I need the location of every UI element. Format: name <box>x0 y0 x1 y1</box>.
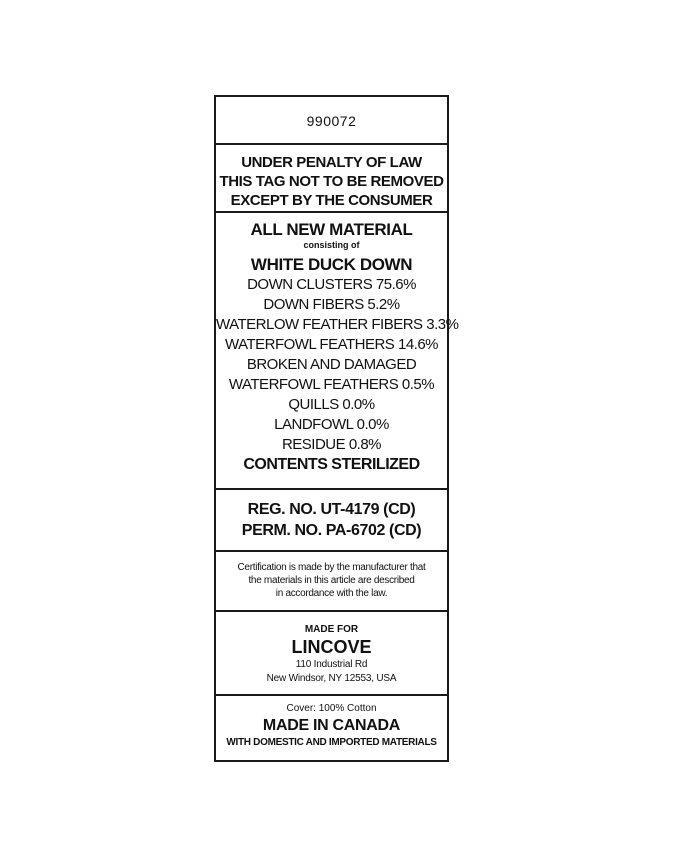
perm-number: PERM. NO. PA-6702 (CD) <box>241 522 422 539</box>
tag-number: 990072 <box>306 113 357 129</box>
brand-name: LINCOVE <box>291 637 372 657</box>
law-label-tag <box>214 95 459 762</box>
certification-section <box>216 552 447 612</box>
material-item: WATERLOW FEATHER FIBERS 3.3% <box>216 316 459 333</box>
tag-number-section <box>216 97 447 145</box>
certification-line-2: the materials in this article are described <box>248 575 415 586</box>
warning-line-2: THIS TAG NOT TO BE REMOVED <box>219 173 444 190</box>
material-item: LANDFOWL 0.0% <box>274 416 389 433</box>
fill-type: WHITE DUCK DOWN <box>250 255 413 274</box>
contents-sterilized: CONTENTS STERILIZED <box>243 456 420 473</box>
address-line-2: New Windsor, NY 12553, USA <box>266 673 397 684</box>
materials-origin: WITH DOMESTIC AND IMPORTED MATERIALS <box>226 737 437 748</box>
country-of-origin: MADE IN CANADA <box>262 717 401 734</box>
warning-section <box>216 145 447 213</box>
material-heading: ALL NEW MATERIAL <box>250 220 413 239</box>
consisting-of: consisting of <box>303 240 360 250</box>
registration-section <box>216 490 447 552</box>
warning-line-1: UNDER PENALTY OF LAW <box>241 154 422 171</box>
origin-section <box>216 696 447 760</box>
material-item: QUILLS 0.0% <box>288 396 375 413</box>
material-item: WATERFOWL FEATHERS 14.6% <box>224 336 439 353</box>
made-for-label: MADE FOR <box>304 624 359 635</box>
address-line-1: 110 Industrial Rd <box>295 659 368 670</box>
material-item: WATERFOWL FEATHERS 0.5% <box>228 376 435 393</box>
material-item: DOWN CLUSTERS 75.6% <box>247 276 416 293</box>
material-item: RESIDUE 0.8% <box>281 436 382 453</box>
cover-material: Cover: 100% Cotton <box>286 703 377 714</box>
certification-line-3: in accordance with the law. <box>275 588 388 599</box>
made-for-section <box>216 612 447 696</box>
material-item: BROKEN AND DAMAGED <box>246 356 417 373</box>
material-item: DOWN FIBERS 5.2% <box>263 296 400 313</box>
certification-line-1: Certification is made by the manufacturer that <box>237 562 426 573</box>
warning-line-3: EXCEPT BY THE CONSUMER <box>230 192 433 209</box>
material-section <box>216 213 459 490</box>
reg-number: REG. NO. UT-4179 (CD) <box>247 501 416 518</box>
